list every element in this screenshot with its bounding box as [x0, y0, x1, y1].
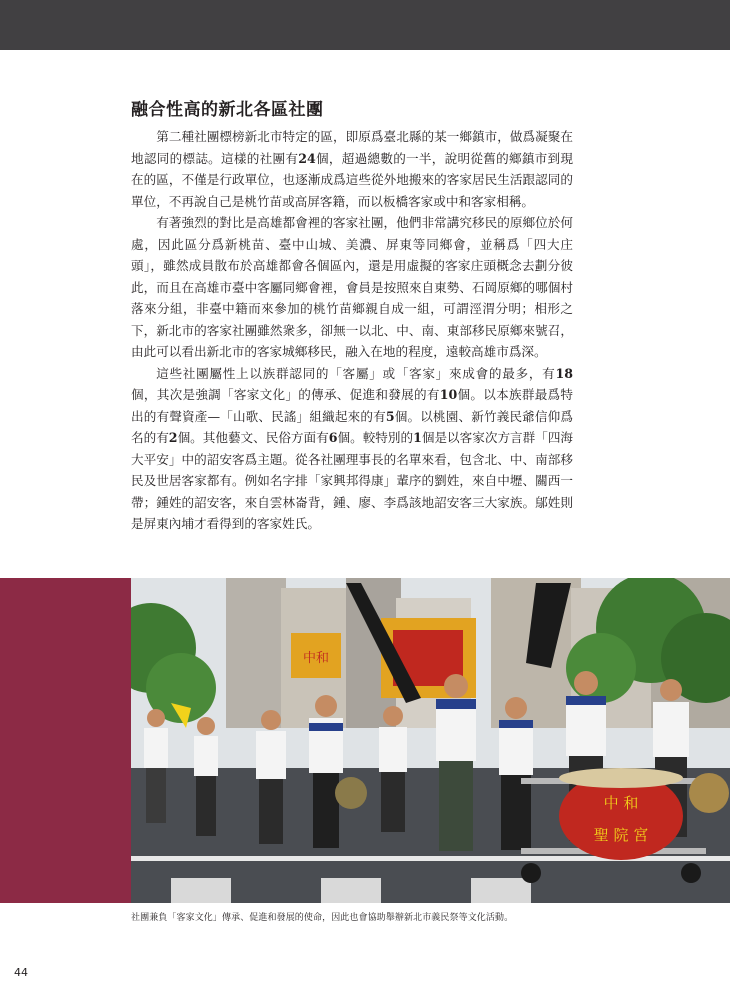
bold-number: 1 — [413, 430, 422, 445]
side-color-block — [0, 578, 131, 903]
paragraph-2 — [131, 212, 573, 363]
crosswalk — [471, 878, 531, 903]
text-run: 這些社團屬性上以族群認同的「客屬」或「客家」來成會的最多，有 — [156, 365, 556, 381]
drum-text-top: 中 和 — [603, 794, 639, 812]
section-title: 融合性高的新北各區社團 — [131, 100, 324, 120]
text-run: 個。其他藝文、民俗方面有 — [177, 430, 329, 445]
bold-number: 10 — [439, 387, 458, 402]
paragraph-3 — [131, 363, 573, 535]
article-body — [131, 126, 573, 535]
bold-number: 5 — [385, 408, 395, 424]
building — [226, 578, 286, 728]
text-run: 個。以本族群最爲特出的有聲資產—「山歌、民謠」組織起來的有 — [131, 387, 574, 424]
tree — [566, 633, 636, 703]
top-band — [0, 0, 730, 50]
text-run: 個，其次是強調「客家文化」的傳承、促進和發展的有 — [131, 387, 440, 402]
crosswalk — [171, 878, 231, 903]
photo-caption: 社團兼負「客家文化」傳承、促進和發展的使命，因此也會協助舉辦新北市義民祭等文化活動。 — [131, 913, 514, 923]
text-run: 個，超過總數的一半，說明從舊的鄉鎮市到現在的區，不僅是行政單位，也逐漸成爲這些從外地搬來的客家居民生活跟認同的單位，不再說自己是桃竹苗或高屏客籍，而以板橋客家或中和客家相稱。 — [131, 150, 574, 209]
festival-photo — [131, 578, 730, 903]
bold-number: 24 — [298, 150, 316, 166]
bold-number: 2 — [168, 430, 178, 445]
paragraph-1 — [131, 126, 573, 212]
cymbal — [335, 777, 367, 809]
lantern-sign-text: 中和 — [302, 651, 330, 666]
gong — [689, 773, 729, 813]
text-run: 個。較特別的 — [337, 430, 414, 445]
festival-photo-illustration — [131, 578, 730, 903]
text-run: 個是以客家次方言群「四海大平安」中的詔安客爲主題。從各社團理事長的名單來看，包含北、中、南部移民及世居客家都有。例如名字排「家興邦得康」輩序的劉姓，來自中壢、關西一帶；鍾姓的詔安客，來自雲林崙背，鍾、廖、李爲該地詔安客三大家族。鄔姓則是屏東內埔才看得到的客家姓氏。 — [131, 430, 574, 531]
bold-number: 6 — [328, 430, 338, 445]
bold-number: 18 — [555, 365, 573, 381]
text-run: 有著強烈的對比是高雄都會裡的客家社團，他們非常講究移民的原鄉位於何處，因此區分爲新桃苗、臺中山城、美濃、屏東等同鄉會，並稱爲「四大庄頭」，雖然成員散布於高雄都會各個區內，還是用虛擬的客家庄頭概念去劃分彼此，而且在高雄市臺中客屬同鄉會裡，會員是按照來自東勢、石岡原鄉的哪個村落來分組，非臺中籍而來參加的桃竹苗鄉親自成一組，可謂涇渭分明；相形之下，新北市的客家社團雖然衆多，卻無一以北、中、南、東部移民原鄉來號召，由此可以看出新北市的客家城鄉移民，融入在地的程度，遠較高雄市爲深。 — [131, 215, 573, 359]
text-run: 第二種社團標榜新北市特定的區，即原爲臺北縣的某一鄉鎮市，做爲凝聚在地認同的標誌。這樣的社團有 — [131, 129, 573, 166]
text-run: 個。以桃園、新竹義民爺信仰爲名的有 — [131, 408, 573, 445]
crosswalk — [321, 878, 381, 903]
page-number: 44 — [14, 966, 28, 979]
drum-text-bottom: 聖 院 宮 — [593, 826, 649, 844]
